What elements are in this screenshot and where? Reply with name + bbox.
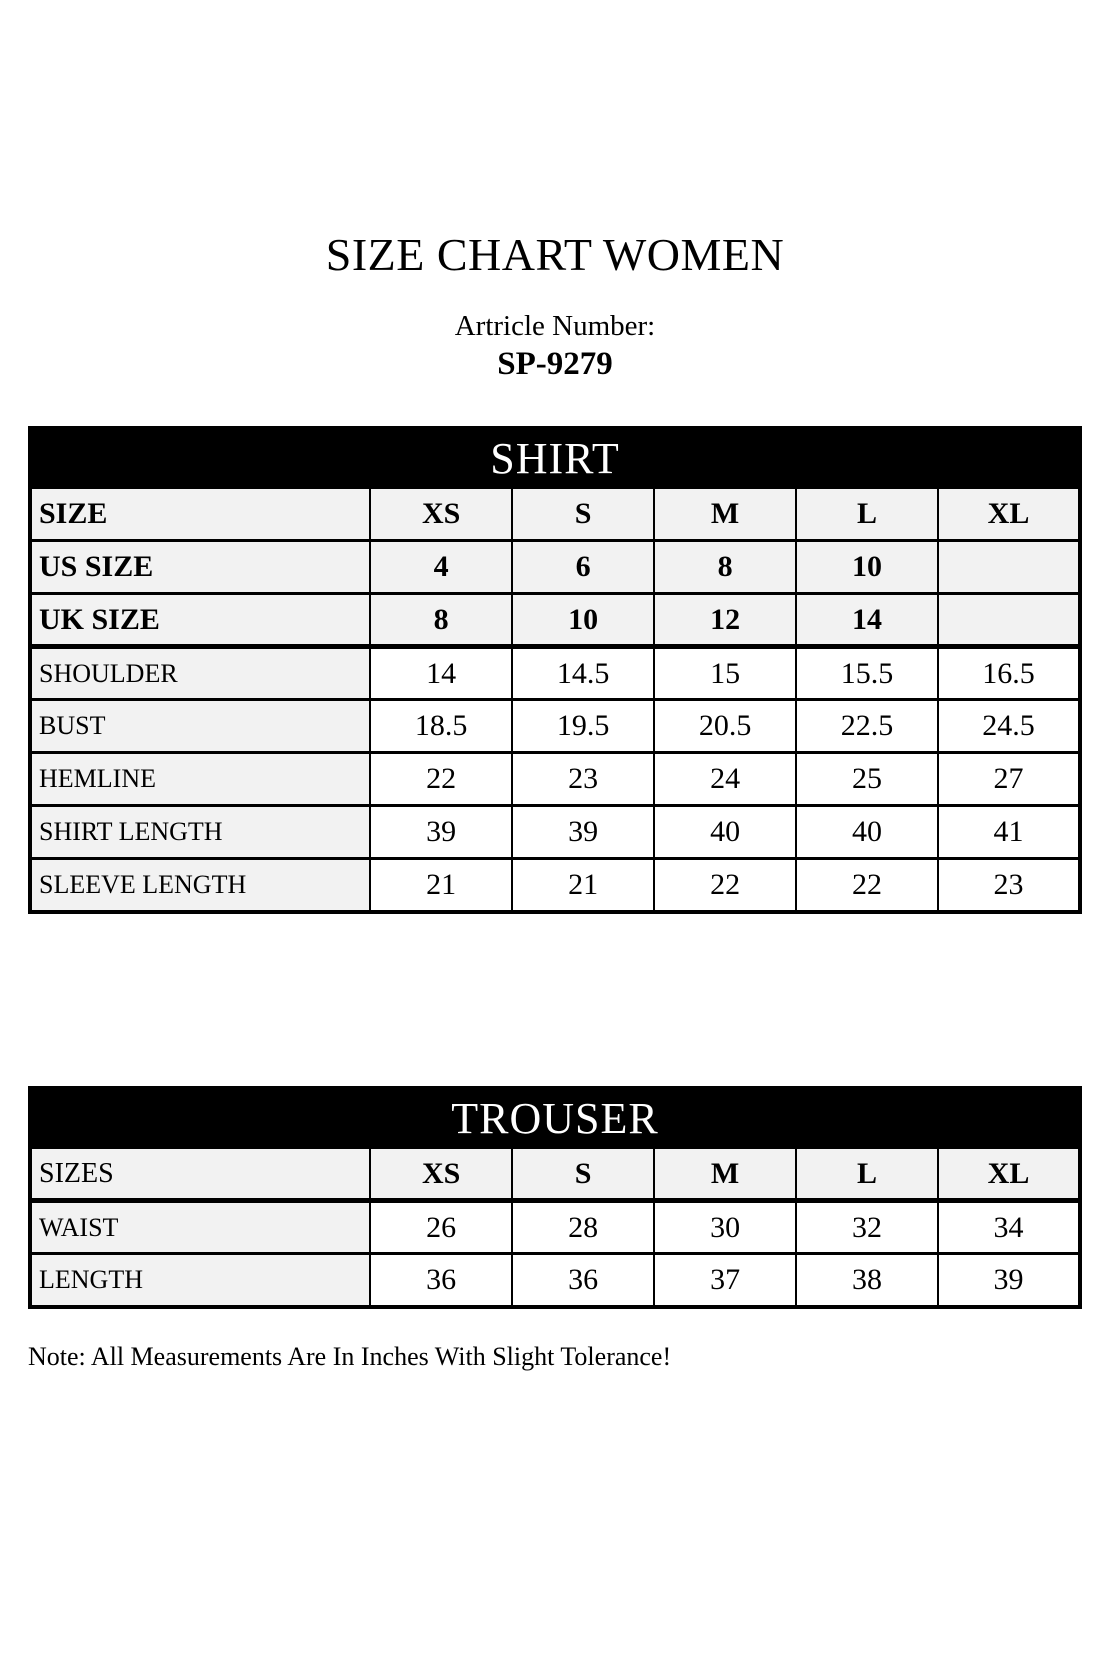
trouser-size-table — [28, 1086, 1082, 1309]
row-label: SHOULDER — [30, 647, 370, 700]
row-label: SIZE — [30, 488, 370, 541]
article-number-label: Artricle Number: — [454, 309, 656, 342]
size-chart-document — [28, 0, 1082, 1372]
size-cell: M — [654, 1148, 796, 1201]
size-cell: 4 — [370, 541, 512, 594]
size-cell: XS — [370, 1148, 512, 1201]
measure-cell: 24 — [654, 753, 796, 806]
size-cell: 6 — [512, 541, 654, 594]
size-cell: L — [796, 1148, 938, 1201]
measure-cell: 18.5 — [370, 700, 512, 753]
measure-cell: 21 — [370, 859, 512, 912]
measure-cell: 23 — [512, 753, 654, 806]
row-label: LENGTH — [30, 1254, 370, 1307]
measure-cell: 22 — [370, 753, 512, 806]
measure-cell: 36 — [512, 1254, 654, 1307]
table-row-hemline — [30, 753, 1080, 806]
measure-cell: 39 — [938, 1254, 1080, 1307]
shirt-size-table — [28, 426, 1082, 914]
table-row-size — [30, 488, 1080, 541]
size-cell: 10 — [796, 541, 938, 594]
measure-cell: 15.5 — [796, 647, 938, 700]
table-row-uk-size — [30, 594, 1080, 647]
size-cell: 12 — [654, 594, 796, 647]
row-label: UK SIZE — [30, 594, 370, 647]
measure-cell: 34 — [938, 1201, 1080, 1254]
measure-cell: 39 — [512, 806, 654, 859]
measure-cell: 30 — [654, 1201, 796, 1254]
size-cell: 8 — [370, 594, 512, 647]
measure-cell: 19.5 — [512, 700, 654, 753]
size-cell: XL — [938, 488, 1080, 541]
measure-cell: 37 — [654, 1254, 796, 1307]
size-cell: 8 — [654, 541, 796, 594]
row-label: US SIZE — [30, 541, 370, 594]
size-cell: M — [654, 488, 796, 541]
measure-cell: 16.5 — [938, 647, 1080, 700]
measure-cell: 28 — [512, 1201, 654, 1254]
table-row-length — [30, 1254, 1080, 1307]
tolerance-note: Note: All Measurements Are In Inches With Slight Tolerance! — [28, 1341, 672, 1371]
size-cell: 14 — [796, 594, 938, 647]
measure-cell: 22 — [654, 859, 796, 912]
measure-cell: 27 — [938, 753, 1080, 806]
measure-cell: 40 — [796, 806, 938, 859]
measure-cell: 40 — [654, 806, 796, 859]
trouser-table-header-row — [30, 1088, 1080, 1148]
measure-cell: 36 — [370, 1254, 512, 1307]
row-label: WAIST — [30, 1201, 370, 1254]
measure-cell: 20.5 — [654, 700, 796, 753]
table-row-us-size — [30, 541, 1080, 594]
article-number-value: SP-9279 — [497, 346, 613, 383]
measure-cell: 24.5 — [938, 700, 1080, 753]
measure-cell: 38 — [796, 1254, 938, 1307]
size-cell: XL — [938, 1148, 1080, 1201]
measure-cell: 14.5 — [512, 647, 654, 700]
size-cell: 10 — [512, 594, 654, 647]
measure-cell: 26 — [370, 1201, 512, 1254]
measure-cell: 15 — [654, 647, 796, 700]
size-cell: S — [512, 488, 654, 541]
table-row-shirt-length — [30, 806, 1080, 859]
row-label: HEMLINE — [30, 753, 370, 806]
row-label: SLEEVE LENGTH — [30, 859, 370, 912]
size-cell — [938, 594, 1080, 647]
measure-cell: 21 — [512, 859, 654, 912]
measure-cell: 39 — [370, 806, 512, 859]
measure-cell: 41 — [938, 806, 1080, 859]
row-label: BUST — [30, 700, 370, 753]
shirt-table-header-row — [30, 428, 1080, 488]
row-label: SHIRT LENGTH — [30, 806, 370, 859]
measure-cell: 23 — [938, 859, 1080, 912]
table-row-waist — [30, 1201, 1080, 1254]
table-row-sleeve-length — [30, 859, 1080, 912]
size-cell — [938, 541, 1080, 594]
measure-cell: 22 — [796, 859, 938, 912]
trouser-table-title: TROUSER — [30, 1088, 1080, 1148]
table-row-bust — [30, 700, 1080, 753]
row-label: SIZES — [30, 1148, 370, 1201]
size-cell: L — [796, 488, 938, 541]
measure-cell: 32 — [796, 1201, 938, 1254]
table-row-sizes — [30, 1148, 1080, 1201]
table-row-shoulder — [30, 647, 1080, 700]
measure-cell: 22.5 — [796, 700, 938, 753]
size-cell: XS — [370, 488, 512, 541]
shirt-table-title: SHIRT — [30, 428, 1080, 488]
page-title: SIZE CHART WOMEN — [325, 229, 785, 280]
size-cell: S — [512, 1148, 654, 1201]
measure-cell: 25 — [796, 753, 938, 806]
measure-cell: 14 — [370, 647, 512, 700]
